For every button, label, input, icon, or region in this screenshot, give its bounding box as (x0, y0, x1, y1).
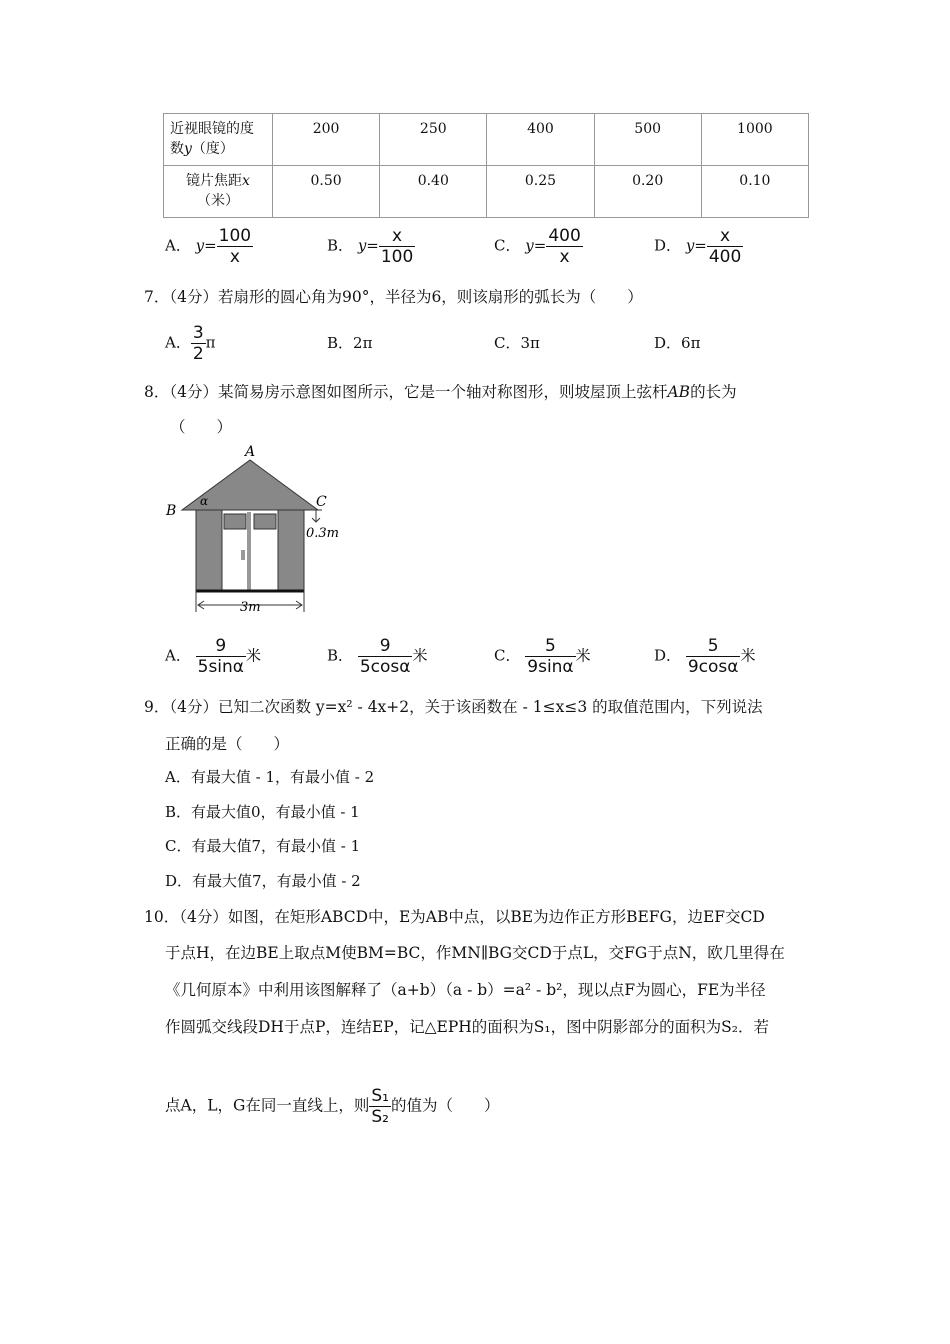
q7-stem: 7．（4分）若扇形的圆心角为90°，半径为6，则该扇形的弧长为（ ） (144, 288, 643, 306)
fraction: $\frac{5}{9\sin\alpha}$ (527, 636, 574, 677)
fraction: $\frac{\text{S₁}}{\text{S₂}}$ (371, 1086, 389, 1127)
table-cell: 0.10 (701, 166, 808, 218)
right-window (254, 514, 276, 529)
house-diagram (160, 440, 360, 620)
q9-option-b[interactable]: B．有最大值0，有最小值 - 1 (165, 803, 360, 821)
table-cell: 0.40 (380, 166, 487, 218)
left-window (224, 514, 246, 529)
q9-option-a[interactable]: A．有最大值 - 1，有最小值 - 2 (165, 768, 375, 786)
table-row (164, 166, 809, 218)
q9-stem-line1: 9．（4分）已知二次函数 y=x² - 4x+2，关于该函数在 - 1≤x≤3 的取值范围内，下列说法 (144, 698, 763, 716)
q6-option-d[interactable]: D． y= $\frac{x}{400}$ (654, 226, 742, 267)
table-cell: 250 (380, 114, 487, 166)
q8-option-b[interactable]: B． $\frac{9}{5\cos\alpha}$ 米 (327, 636, 428, 677)
q10-line2: 于点H，在边BE上取点M使BM=BC，作MN∥BG交CD于点L，交FG于点N，欧几里得在 (165, 944, 785, 962)
fraction: $\frac{400}{x}$ (548, 226, 581, 267)
q9-option-d[interactable]: D．有最大值7，有最小值 - 2 (165, 872, 361, 890)
fraction: $\frac{x}{400}$ (708, 226, 742, 267)
right-wall (278, 510, 304, 590)
data-table (163, 113, 809, 218)
q7-option-c[interactable]: C．3π (494, 334, 540, 352)
q8-option-c[interactable]: C． $\frac{5}{9\sin\alpha}$ 米 (494, 636, 591, 677)
table-row (164, 114, 809, 166)
q7-option-d[interactable]: D．6π (654, 334, 701, 352)
label-width: 3m (240, 600, 261, 615)
label-c: C (316, 494, 327, 510)
row-header-degree: 近视眼镜的度 数y（度） (164, 114, 273, 166)
row-header-focal: 镜片焦距x （米） (164, 166, 273, 218)
label-height: 0.3m (306, 526, 340, 541)
q7-option-b[interactable]: B．2π (327, 334, 373, 352)
table-cell: 400 (487, 114, 594, 166)
q6-option-b[interactable]: B． y= $\frac{x}{100}$ (327, 226, 414, 267)
q10-line1: 10．（4分）如图，在矩形ABCD中，E为AB中点，以BE为边作正方形BEFG，边EF交CD (144, 908, 765, 926)
fraction: $\frac{100}{x}$ (218, 226, 252, 267)
table-cell: 0.25 (487, 166, 594, 218)
q10-line3: 《几何原本》中利用该图解释了（a+b）（a - b）=a² - b²，现以点F为圆心，FE为半径 (165, 981, 766, 999)
label-b: B (166, 503, 177, 519)
q8-paren: （ ） (170, 418, 233, 436)
q7-option-a[interactable]: A． $\frac{3}{2}$ π (165, 323, 216, 364)
table-cell: 0.20 (594, 166, 701, 218)
fraction: $\frac{3}{2}$ (192, 323, 204, 364)
q9-stem-line2: 正确的是（ ） (165, 735, 290, 753)
q6-option-c[interactable]: C． y= $\frac{400}{x}$ (494, 226, 581, 267)
left-wall (196, 510, 222, 590)
q10-line4: 作圆弧交线段DH于点P，连结EP，记△EPH的面积为S₁，图中阴影部分的面积为S₂．若 (165, 1018, 769, 1036)
table-cell: 500 (594, 114, 701, 166)
q9-option-c[interactable]: C．有最大值7，有最小值 - 1 (165, 837, 361, 855)
table-cell: 200 (273, 114, 380, 166)
fraction: $\frac{5}{9\cos\alpha}$ (687, 636, 739, 677)
label-a: A (245, 444, 256, 460)
table-cell: 1000 (701, 114, 808, 166)
fraction: $\frac{9}{5\sin\alpha}$ (197, 636, 245, 677)
q8-option-d[interactable]: D． $\frac{5}{9\cos\alpha}$ 米 (654, 636, 756, 677)
q8-option-a[interactable]: A． $\frac{9}{5\sin\alpha}$ 米 (165, 636, 262, 677)
fraction: $\frac{9}{5\cos\alpha}$ (359, 636, 411, 677)
q6-option-a[interactable]: A． y= $\frac{100}{x}$ (165, 226, 252, 267)
fraction: $\frac{x}{100}$ (380, 226, 414, 267)
q8-stem: 8．（4分）某简易房示意图如图所示，它是一个轴对称图形，则坡屋顶上弦杆AB的长为 (144, 383, 737, 401)
label-alpha: α (200, 494, 209, 508)
q10-line5: 点A，L，G在同一直线上，则 $\frac{\text{S₁}}{\text{S₂}}$ 的值为（ ） (165, 1086, 500, 1127)
table-cell: 0.50 (273, 166, 380, 218)
